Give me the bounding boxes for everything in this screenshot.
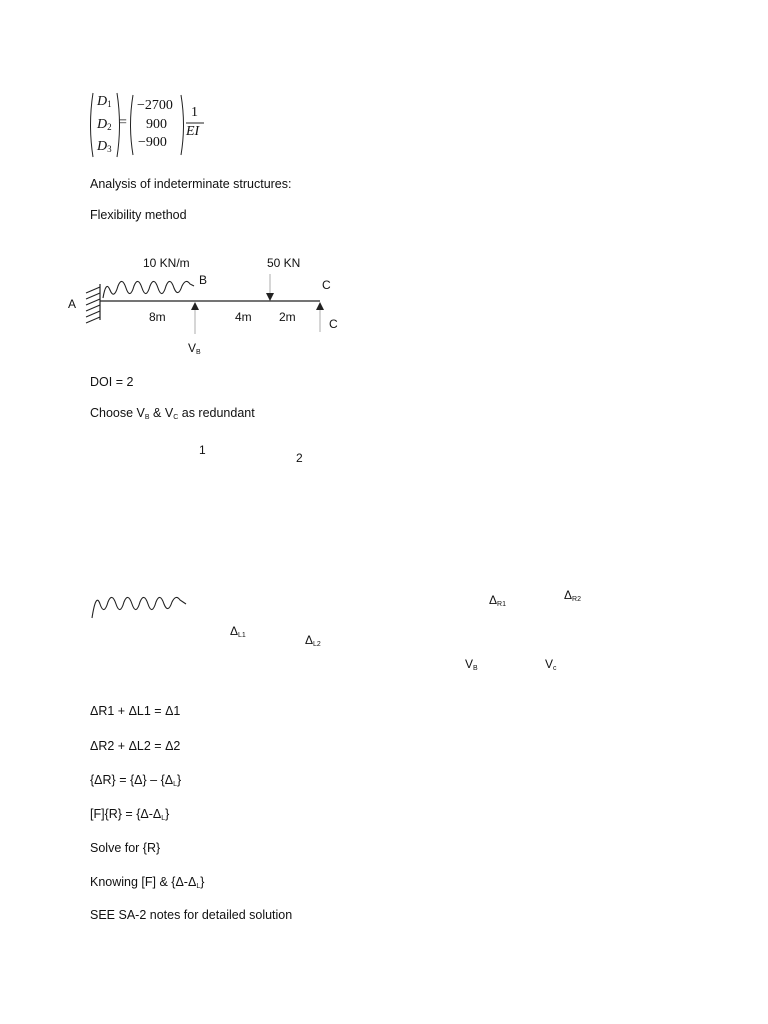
released-udl-wave xyxy=(92,597,186,618)
delta-l2-label: $\Delta_{L2}$ xyxy=(305,633,321,648)
equation-3: $\{\Delta R\} = \{\Delta\} - \{\Delta_L\}$ xyxy=(90,773,182,788)
section-subheading: Flexibility method xyxy=(90,208,187,222)
matrix-equals: = xyxy=(119,115,127,130)
label-b: B xyxy=(199,273,208,287)
point-label-2: 2 xyxy=(296,451,303,465)
doi-text: DOI = 2 xyxy=(90,375,134,389)
equation-5: Solve for {R} xyxy=(90,841,161,855)
span-2m: 2m xyxy=(279,310,296,324)
vc-label: $V_c$ xyxy=(545,657,557,672)
udl-load-label: 10 KN/m xyxy=(143,256,190,270)
equation-4: $[F]\{R\} = \{\Delta-\Delta_L\}$ xyxy=(90,807,170,822)
matrix-d3: $D_3$ xyxy=(97,139,112,154)
label-c-side: C xyxy=(329,317,338,331)
matrix-factor-denominator: EI xyxy=(186,124,200,139)
point-label-1: 1 xyxy=(199,443,206,457)
span-8m: 8m xyxy=(149,310,166,324)
label-c-top: C xyxy=(322,278,331,292)
delta-r2-label: $\Delta_{R2}$ xyxy=(564,588,581,603)
equation-1: ΔR1 + ΔL1 = Δ1 xyxy=(90,704,181,718)
footer-note: SEE SA-2 notes for detailed solution xyxy=(90,908,293,922)
matrix-value-2: 900 xyxy=(146,117,167,132)
equation-2: ΔR2 + ΔL2 = Δ2 xyxy=(90,739,181,753)
matrix-d2: $D_2$ xyxy=(97,117,112,132)
equation-6: Knowing [F] & $\{\Delta-\Delta_L\}$ xyxy=(90,875,205,890)
span-4m: 4m xyxy=(235,310,252,324)
choose-redundant-text: Choose $V_B$ & $V_C$ as redundant xyxy=(90,406,255,421)
matrix-d1: $D_1$ xyxy=(97,94,112,109)
matrix-factor-numerator: 1 xyxy=(191,105,198,120)
label-a: A xyxy=(68,297,77,311)
delta-l1-label: $\Delta_{L1}$ xyxy=(230,624,246,639)
point-load-label: 50 KN xyxy=(267,256,301,270)
reaction-vb-label: $V_B$ xyxy=(188,341,201,356)
section-heading: Analysis of indeterminate structures: xyxy=(90,177,292,191)
matrix-value-3: −900 xyxy=(138,135,167,150)
matrix-value-1: −2700 xyxy=(137,98,173,113)
delta-r1-label: $\Delta_{R1}$ xyxy=(489,593,506,608)
vb-label: $V_B$ xyxy=(465,657,478,672)
